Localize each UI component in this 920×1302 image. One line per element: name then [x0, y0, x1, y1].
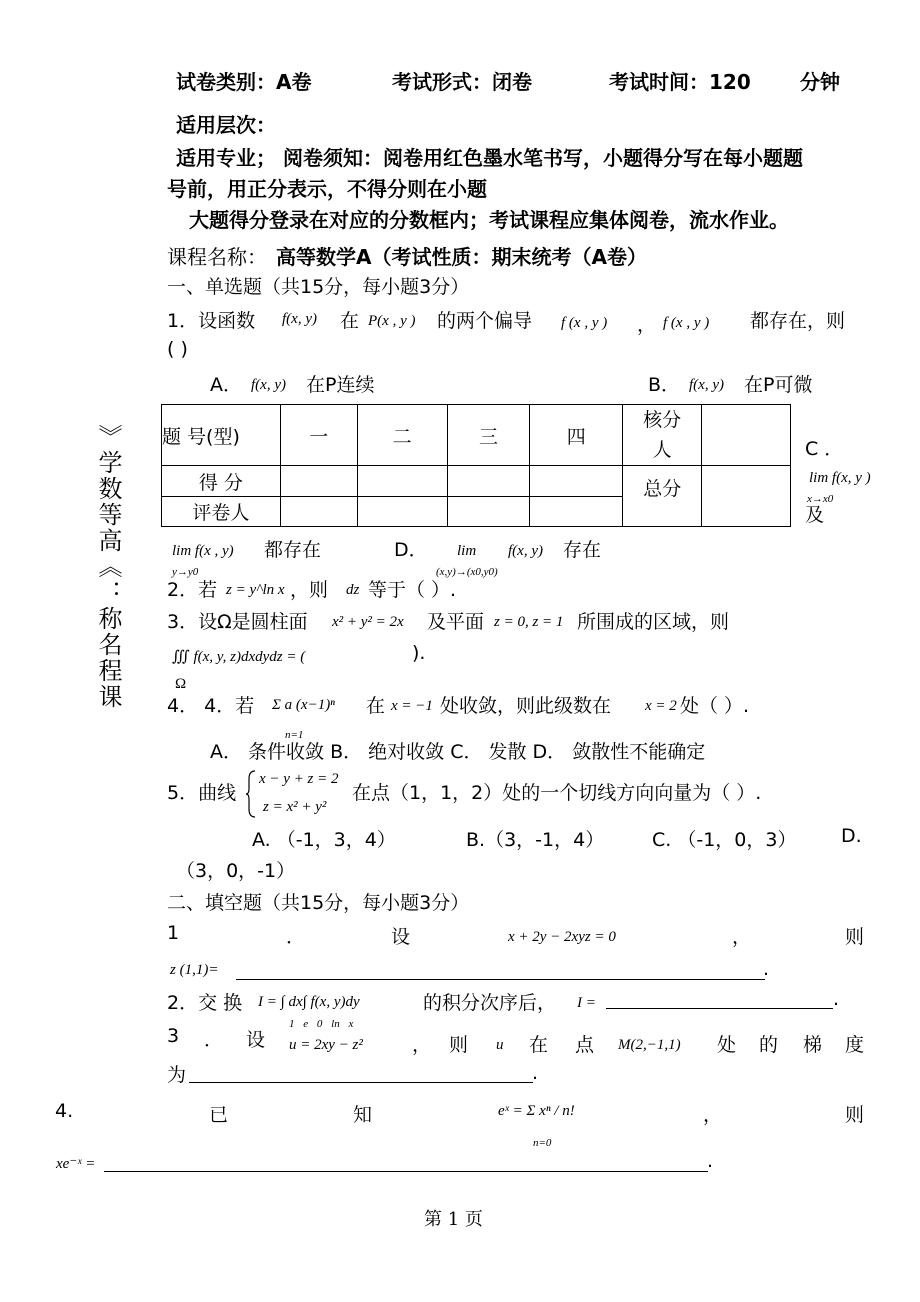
q1-text-b: 在 [340, 310, 360, 332]
q2-dz: dz [346, 582, 360, 598]
q1-function: f(x, y) [282, 311, 317, 327]
q5-text-b: 在点（1，1，2）处的一个切线方向向量为（ ）. [352, 782, 762, 804]
fill-q2-end: . [833, 988, 840, 1010]
course-name: 高等数学A（考试性质：期末统考（A卷） [276, 245, 647, 269]
exam-time-unit: 分钟 [800, 70, 840, 94]
score-cell-2[interactable] [357, 466, 447, 497]
fill-q1-end: . [763, 958, 770, 980]
fill-q4-zhi: 知 [353, 1104, 373, 1126]
q4-x-two: x = 2 [645, 698, 677, 714]
grader-cell-2[interactable] [357, 497, 447, 527]
q5-equation-1: x − y + z = 2 [259, 771, 339, 787]
fill-q1-zx: z (1,1)= [170, 962, 219, 978]
score-cell-1[interactable] [280, 466, 357, 497]
fill-q1-she: 设 [391, 926, 411, 948]
q5-option-d-label: D. [841, 825, 862, 847]
fill-q4-comma: ， [703, 1104, 723, 1126]
score-cell-4[interactable] [530, 466, 623, 497]
fill-q4-series-index: n=0 [533, 1137, 552, 1149]
grader-row-label: 评卷人 [162, 497, 281, 527]
checker-label: 核分人 [623, 405, 702, 466]
q4-options: A． 条件收敛 B． 绝对收敛 C． 发散 D． 敛散性不能确定 [210, 741, 706, 763]
fill-q3-she: 设 [246, 1029, 266, 1051]
score-column-1: 一 [280, 405, 357, 466]
fill-q3-answer-blank[interactable] [189, 1082, 533, 1083]
fill-q3-du: 度 [845, 1034, 865, 1056]
q1-option-c-and: 及 [805, 504, 825, 526]
fill-q4-exp-series: eˣ = Σ xⁿ / n! [498, 1103, 575, 1119]
fill-q1-comma: ， [732, 926, 752, 948]
q1-option-c-limit: lim f(x, y ) [809, 470, 871, 486]
applicable-level: 适用层次： [176, 113, 276, 137]
score-cell-3[interactable] [447, 466, 530, 497]
section1-title: 一、单选题（共15分，每小题3分） [167, 276, 470, 298]
score-column-4: 四 [530, 405, 623, 466]
q1-option-d-limit: lim [457, 543, 477, 559]
q1-partial-x: f (x , y ) [561, 315, 608, 331]
q3-text-c: 所围成的区域，则 [577, 611, 730, 633]
fill-q2-answer-blank[interactable] [606, 1008, 833, 1009]
grading-notice-2: 号前，用正分表示，不得分则在小题 [167, 177, 487, 201]
exam-category: 试卷类别：A卷 [176, 70, 312, 94]
q3-cylinder-equation: x² + y² = 2x [332, 614, 404, 630]
fill-q3-number: 3 [167, 1025, 180, 1047]
fill-q1-ze: 则 [845, 926, 865, 948]
grading-notice-1: 适用专业； 阅卷须知：阅卷用红色墨水笔书写，小题得分写在每小题题 [176, 146, 803, 170]
q1-text-c: 的两个偏导 [437, 310, 533, 332]
q2-text-a: 2．若 [167, 579, 218, 601]
fill-q3-function: u = 2xy − z² [289, 1037, 363, 1053]
fill-q2-i: I = [577, 995, 596, 1011]
checker-cell[interactable] [702, 405, 791, 466]
q1-option-c-subscript-2: y→y0 [172, 566, 199, 578]
fill-q1-number: 1 [167, 922, 180, 944]
q1-text-a: 1．设函数 [167, 310, 256, 332]
q3-text-b: 及平面 [427, 611, 485, 633]
q3-close-paren: ). [412, 642, 426, 664]
q1-point: P(x , y ) [368, 313, 416, 329]
fill-q3-wei: 为 [167, 1064, 187, 1086]
q2-text-c: 等于（ ）. [368, 579, 457, 601]
fill-q3-chu: 处 [717, 1034, 737, 1056]
q1-option-b-function: f(x, y) [689, 377, 724, 393]
q4-text-b: 在 [366, 695, 386, 717]
grader-cell-1[interactable] [280, 497, 357, 527]
course-label: 课程名称： [167, 245, 267, 269]
q4-x-minus-one: x = −1 [391, 698, 433, 714]
q5-left-brace [245, 769, 257, 819]
fill-q3-dian: 点 [575, 1034, 595, 1056]
q1-option-c-label: C ． [805, 438, 844, 460]
fill-q3-comma: ， [412, 1034, 432, 1056]
fill-q3-de: 的 [759, 1034, 779, 1056]
q1-option-c-text: 都存在 [264, 539, 322, 561]
exam-format: 考试形式：闭卷 [392, 70, 532, 94]
fill-q4-end: . [707, 1150, 714, 1172]
q4-text-d: 处（ ）. [680, 695, 750, 717]
exam-time: 考试时间：120 [609, 70, 751, 94]
q1-option-d-function: f(x, y) [508, 543, 543, 559]
q3-omega: Ω [175, 676, 187, 692]
fill-q3-point-m: M(2,−1,1) [618, 1037, 681, 1053]
q5-option-a: A. （-1，3，4） [252, 829, 396, 851]
q1-answer-paren: ( ) [167, 338, 188, 360]
fill-q1-dot: ． [286, 926, 306, 948]
q1-option-d-text: 存在 [563, 539, 602, 561]
q4-text-a: 4． 4．若 [167, 695, 255, 717]
score-column-2: 二 [357, 405, 447, 466]
q1-option-b-label: B． [648, 374, 681, 396]
q4-text-c: 处收敛，则此级数在 [440, 695, 612, 717]
q5-option-c: C. （-1，0，3） [652, 829, 797, 851]
total-cell[interactable] [702, 466, 791, 527]
q1-option-c-subscript: x→x0 [807, 493, 834, 505]
q4-series-index: n=1 [285, 729, 304, 741]
fill-q3-ze: 则 [449, 1034, 469, 1056]
q1-option-b-text: 在P可微 [744, 374, 813, 396]
q2-expression: z = y^ln x [226, 582, 285, 598]
page-number: 第 1 页 [424, 1209, 483, 1230]
total-label: 总分 [623, 466, 702, 527]
fill-q1-answer-blank[interactable] [236, 979, 765, 980]
q3-text-a: 3．设Ω是圆柱面 [167, 611, 308, 633]
q1-text-d: 都存在，则 [750, 310, 846, 332]
q4-series: Σ a (x−1)ⁿ [272, 697, 335, 713]
q2-text-b: ，则 [290, 579, 329, 601]
fill-q2-text-a: 2．交 换 [167, 992, 243, 1014]
q1-option-d-subscript: (x,y)→(x0,y0) [436, 566, 498, 578]
score-table [161, 404, 791, 527]
fill-q4-number: 4. [55, 1100, 74, 1122]
fill-q2-integral: I = ∫ dx∫ f(x, y)dy [258, 994, 360, 1010]
fill-q4-answer-blank[interactable] [104, 1171, 708, 1172]
q3-triple-integral: ∭ f(x, y, z)dxdydz = ( [172, 649, 306, 665]
fill-q2-text-b: 的积分次序后， [423, 992, 557, 1014]
fill-q4-yi: 已 [209, 1104, 229, 1126]
grader-cell-3[interactable] [447, 497, 530, 527]
grading-notice-3: 大题得分登录在对应的分数框内；考试课程应集体阅卷，流水作业。 [189, 208, 789, 232]
fill-q3-ti: 梯 [803, 1034, 823, 1056]
q5-option-b: B.（3，-1，4） [466, 829, 605, 851]
fill-q3-u: u [496, 1037, 504, 1053]
score-table-header-label: 题 号(型) [162, 405, 281, 466]
q1-option-c-limit-2: lim f(x , y) [172, 543, 234, 559]
course-name-vertical: 》学数等高《：称名程课 [94, 424, 122, 710]
fill-q3-zai: 在 [529, 1034, 549, 1056]
q1-option-a-label: A． [210, 374, 242, 396]
fill-q2-limits: 1 e 0 ln x [289, 1018, 354, 1030]
fill-q3-dot: ． [204, 1029, 224, 1051]
q1-option-a-text: 在P连续 [306, 374, 375, 396]
q1-option-d-label: D． [394, 539, 428, 561]
score-column-3: 三 [447, 405, 530, 466]
section2-title: 二、填空题（共15分，每小题3分） [167, 892, 470, 914]
grader-cell-4[interactable] [530, 497, 623, 527]
score-row-label: 得 分 [162, 466, 281, 497]
q5-option-d: （3，0，-1） [176, 860, 296, 882]
fill-q1-equation: x + 2y − 2xyz = 0 [508, 929, 616, 945]
q1-comma: ， [637, 314, 657, 336]
fill-q4-lhs: xe⁻ˣ = [56, 1156, 96, 1172]
fill-q3-end: . [532, 1062, 539, 1084]
fill-q4-ze: 则 [845, 1104, 865, 1126]
q5-text-a: 5．曲线 [167, 782, 237, 804]
q1-option-a-function: f(x, y) [251, 377, 286, 393]
q1-partial-y: f (x , y ) [663, 315, 710, 331]
q3-plane-equation: z = 0, z = 1 [494, 614, 564, 630]
q5-equation-2: z = x² + y² [263, 799, 327, 815]
